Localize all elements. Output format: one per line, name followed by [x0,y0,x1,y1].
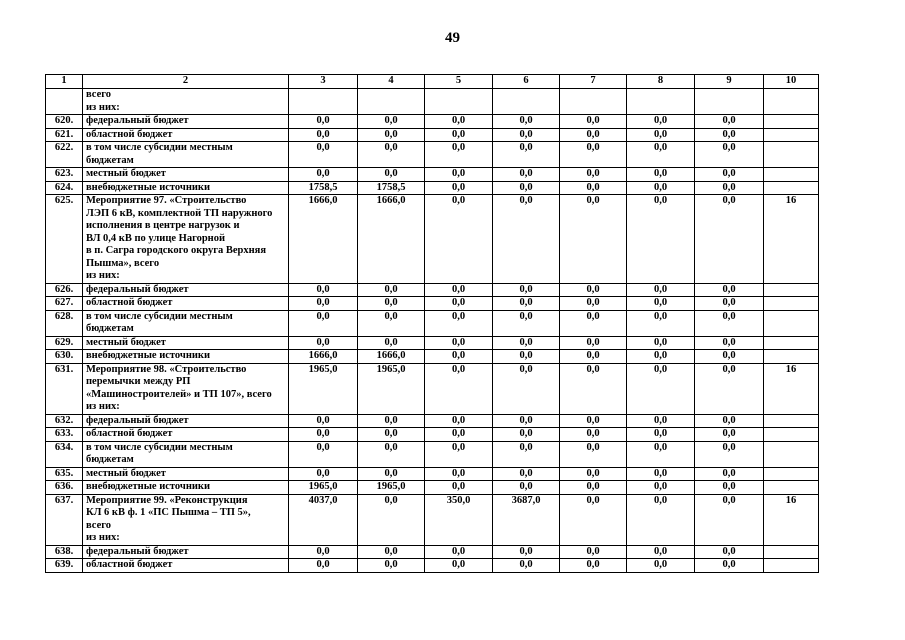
value-cell-col-6: 0,0 [493,350,560,364]
value-cell-col-9: 0,0 [695,494,764,545]
row-description: Мероприятие 98. «Строительство перемычки между РП «Машиностроителей» и ТП 107», всего из них: [83,363,289,414]
value-cell-col-8: 0,0 [627,128,695,142]
value-cell-col-5: 0,0 [425,428,493,442]
value-cell-col-9: 0,0 [695,181,764,195]
value-cell-col-9: 0,0 [695,545,764,559]
row-description: федеральный бюджет [83,414,289,428]
value-cell-col-8: 0,0 [627,168,695,182]
value-cell-col-3: 0,0 [289,115,358,129]
value-cell-col-7: 0,0 [560,494,627,545]
value-cell-col-8: 0,0 [627,414,695,428]
value-cell-col-8: 0,0 [627,350,695,364]
row-number: 629. [46,336,83,350]
table-row [46,181,819,195]
column-header-8: 8 [627,75,695,89]
row-number: 622. [46,142,83,168]
row-description: местный бюджет [83,467,289,481]
value-cell-col-8: 0,0 [627,181,695,195]
row-description: областной бюджет [83,559,289,573]
value-cell-col-4 [358,89,425,115]
value-cell-col-4: 0,0 [358,545,425,559]
column-header-3: 3 [289,75,358,89]
value-cell-col-6: 0,0 [493,414,560,428]
table-row [46,310,819,336]
table-row [46,195,819,284]
row-description: областной бюджет [83,128,289,142]
value-cell-col-10: 16 [764,363,819,414]
row-number: 621. [46,128,83,142]
row-description: в том числе субсидии местным бюджетам [83,441,289,467]
value-cell-col-4: 1666,0 [358,195,425,284]
table-row [46,428,819,442]
value-cell-col-5: 0,0 [425,283,493,297]
value-cell-col-7: 0,0 [560,142,627,168]
value-cell-col-7: 0,0 [560,545,627,559]
value-cell-col-4: 0,0 [358,283,425,297]
value-cell-col-5: 0,0 [425,128,493,142]
table-row [46,297,819,311]
row-number: 632. [46,414,83,428]
value-cell-col-10 [764,467,819,481]
value-cell-col-6: 0,0 [493,142,560,168]
value-cell-col-7: 0,0 [560,481,627,495]
value-cell-col-6: 0,0 [493,441,560,467]
value-cell-col-5: 0,0 [425,168,493,182]
value-cell-col-7: 0,0 [560,195,627,284]
value-cell-col-3: 0,0 [289,467,358,481]
value-cell-col-10 [764,350,819,364]
value-cell-col-6: 0,0 [493,115,560,129]
value-cell-col-3: 0,0 [289,283,358,297]
row-number: 620. [46,115,83,129]
value-cell-col-5: 0,0 [425,115,493,129]
value-cell-col-3: 0,0 [289,297,358,311]
value-cell-col-10: 16 [764,494,819,545]
row-number: 633. [46,428,83,442]
value-cell-col-6: 0,0 [493,283,560,297]
value-cell-col-9: 0,0 [695,168,764,182]
value-cell-col-10: 16 [764,195,819,284]
value-cell-col-6: 0,0 [493,545,560,559]
value-cell-col-5: 0,0 [425,467,493,481]
row-number: 639. [46,559,83,573]
value-cell-col-5: 0,0 [425,297,493,311]
value-cell-col-3: 1666,0 [289,350,358,364]
value-cell-col-8: 0,0 [627,363,695,414]
value-cell-col-5: 350,0 [425,494,493,545]
value-cell-col-7: 0,0 [560,115,627,129]
value-cell-col-4: 0,0 [358,310,425,336]
value-cell-col-4: 1666,0 [358,350,425,364]
value-cell-col-5: 0,0 [425,310,493,336]
value-cell-col-10 [764,481,819,495]
row-number: 624. [46,181,83,195]
value-cell-col-3: 0,0 [289,414,358,428]
table-row [46,481,819,495]
page-number: 49 [445,30,460,46]
value-cell-col-4: 0,0 [358,428,425,442]
value-cell-col-3: 0,0 [289,142,358,168]
row-description: внебюджетные источники [83,481,289,495]
column-header-10: 10 [764,75,819,89]
row-number: 630. [46,350,83,364]
value-cell-col-4: 0,0 [358,336,425,350]
value-cell-col-5: 0,0 [425,195,493,284]
value-cell-col-3: 0,0 [289,168,358,182]
value-cell-col-5: 0,0 [425,363,493,414]
value-cell-col-8: 0,0 [627,559,695,573]
value-cell-col-10 [764,168,819,182]
value-cell-col-9: 0,0 [695,142,764,168]
value-cell-col-4: 0,0 [358,297,425,311]
table-row [46,142,819,168]
value-cell-col-6: 0,0 [493,467,560,481]
value-cell-col-3: 0,0 [289,336,358,350]
table-row [46,441,819,467]
table-body [46,89,819,573]
value-cell-col-6: 0,0 [493,297,560,311]
row-description: местный бюджет [83,168,289,182]
value-cell-col-8: 0,0 [627,467,695,481]
value-cell-col-5: 0,0 [425,545,493,559]
value-cell-col-7: 0,0 [560,128,627,142]
value-cell-col-5: 0,0 [425,350,493,364]
value-cell-col-10 [764,89,819,115]
value-cell-col-8: 0,0 [627,195,695,284]
row-description: Мероприятие 99. «Реконструкция КЛ 6 кВ ф. 1 «ПС Пышма – ТП 5», всего из них: [83,494,289,545]
value-cell-col-8: 0,0 [627,494,695,545]
value-cell-col-6: 0,0 [493,128,560,142]
value-cell-col-6: 0,0 [493,363,560,414]
value-cell-col-10 [764,283,819,297]
row-number [46,89,83,115]
table-row [46,283,819,297]
table-row [46,545,819,559]
value-cell-col-8: 0,0 [627,283,695,297]
value-cell-col-3: 0,0 [289,559,358,573]
value-cell-col-9: 0,0 [695,414,764,428]
value-cell-col-7: 0,0 [560,297,627,311]
budget-table [45,74,819,573]
value-cell-col-3: 0,0 [289,428,358,442]
value-cell-col-9: 0,0 [695,559,764,573]
value-cell-col-6 [493,89,560,115]
row-number: 627. [46,297,83,311]
value-cell-col-7: 0,0 [560,428,627,442]
value-cell-col-9: 0,0 [695,428,764,442]
table-row [46,414,819,428]
value-cell-col-4: 0,0 [358,115,425,129]
value-cell-col-7: 0,0 [560,181,627,195]
value-cell-col-4: 0,0 [358,559,425,573]
value-cell-col-4: 0,0 [358,142,425,168]
value-cell-col-8 [627,89,695,115]
table-row [46,115,819,129]
value-cell-col-10 [764,310,819,336]
value-cell-col-7: 0,0 [560,363,627,414]
row-description: федеральный бюджет [83,283,289,297]
column-header-6: 6 [493,75,560,89]
column-header-4: 4 [358,75,425,89]
row-description: федеральный бюджет [83,545,289,559]
value-cell-col-4: 0,0 [358,414,425,428]
value-cell-col-5: 0,0 [425,441,493,467]
value-cell-col-6: 0,0 [493,428,560,442]
value-cell-col-10 [764,297,819,311]
row-number: 638. [46,545,83,559]
column-header-9: 9 [695,75,764,89]
value-cell-col-7: 0,0 [560,467,627,481]
table-row [46,89,819,115]
row-description: внебюджетные источники [83,350,289,364]
header-row [46,75,819,89]
value-cell-col-8: 0,0 [627,545,695,559]
value-cell-col-3: 1965,0 [289,363,358,414]
value-cell-col-7: 0,0 [560,441,627,467]
value-cell-col-10 [764,142,819,168]
value-cell-col-9: 0,0 [695,283,764,297]
row-description: областной бюджет [83,428,289,442]
row-number: 628. [46,310,83,336]
value-cell-col-8: 0,0 [627,297,695,311]
value-cell-col-7: 0,0 [560,168,627,182]
value-cell-col-9: 0,0 [695,481,764,495]
table-row [46,363,819,414]
value-cell-col-10 [764,559,819,573]
value-cell-col-9: 0,0 [695,297,764,311]
row-description: внебюджетные источники [83,181,289,195]
value-cell-col-7: 0,0 [560,336,627,350]
value-cell-col-9: 0,0 [695,128,764,142]
value-cell-col-5 [425,89,493,115]
value-cell-col-9: 0,0 [695,363,764,414]
value-cell-col-5: 0,0 [425,142,493,168]
value-cell-col-6: 0,0 [493,181,560,195]
row-number: 626. [46,283,83,297]
value-cell-col-4: 1965,0 [358,481,425,495]
value-cell-col-9: 0,0 [695,115,764,129]
value-cell-col-3: 1758,5 [289,181,358,195]
column-header-1: 1 [46,75,83,89]
row-description: в том числе субсидии местным бюджетам [83,310,289,336]
value-cell-col-8: 0,0 [627,428,695,442]
row-number: 631. [46,363,83,414]
value-cell-col-10 [764,414,819,428]
value-cell-col-3: 4037,0 [289,494,358,545]
value-cell-col-10 [764,128,819,142]
table-row [46,494,819,545]
value-cell-col-6: 0,0 [493,336,560,350]
value-cell-col-9: 0,0 [695,441,764,467]
value-cell-col-10 [764,441,819,467]
table-row [46,128,819,142]
value-cell-col-4: 1758,5 [358,181,425,195]
table-row [46,559,819,573]
row-number: 623. [46,168,83,182]
value-cell-col-9: 0,0 [695,310,764,336]
value-cell-col-10 [764,115,819,129]
table-row [46,336,819,350]
value-cell-col-7: 0,0 [560,559,627,573]
row-number: 637. [46,494,83,545]
value-cell-col-4: 0,0 [358,467,425,481]
value-cell-col-3: 0,0 [289,128,358,142]
row-description: Мероприятие 97. «Строительство ЛЭП 6 кВ, комплектной ТП наружного исполнения в центре нагрузок и ВЛ 0,4 кВ по улице Нагорной в п. Сагра городского округа Верхняя Пышма», всего из них: [83,195,289,284]
table-row [46,168,819,182]
column-header-2: 2 [83,75,289,89]
table-row [46,467,819,481]
value-cell-col-5: 0,0 [425,414,493,428]
value-cell-col-9: 0,0 [695,467,764,481]
value-cell-col-7: 0,0 [560,414,627,428]
value-cell-col-3 [289,89,358,115]
value-cell-col-10 [764,181,819,195]
value-cell-col-10 [764,545,819,559]
value-cell-col-4: 0,0 [358,168,425,182]
value-cell-col-5: 0,0 [425,336,493,350]
value-cell-col-6: 0,0 [493,559,560,573]
value-cell-col-5: 0,0 [425,559,493,573]
value-cell-col-5: 0,0 [425,181,493,195]
value-cell-col-3: 0,0 [289,545,358,559]
value-cell-col-4: 0,0 [358,441,425,467]
row-number: 625. [46,195,83,284]
value-cell-col-9: 0,0 [695,336,764,350]
value-cell-col-6: 3687,0 [493,494,560,545]
row-description: федеральный бюджет [83,115,289,129]
value-cell-col-6: 0,0 [493,168,560,182]
column-header-7: 7 [560,75,627,89]
value-cell-col-8: 0,0 [627,310,695,336]
value-cell-col-10 [764,428,819,442]
row-number: 634. [46,441,83,467]
value-cell-col-6: 0,0 [493,310,560,336]
value-cell-col-9: 0,0 [695,195,764,284]
value-cell-col-5: 0,0 [425,481,493,495]
value-cell-col-6: 0,0 [493,195,560,284]
value-cell-col-9: 0,0 [695,350,764,364]
row-number: 636. [46,481,83,495]
value-cell-col-7 [560,89,627,115]
value-cell-col-4: 1965,0 [358,363,425,414]
value-cell-col-3: 1965,0 [289,481,358,495]
row-description: всего из них: [83,89,289,115]
value-cell-col-4: 0,0 [358,128,425,142]
value-cell-col-7: 0,0 [560,310,627,336]
value-cell-col-7: 0,0 [560,350,627,364]
value-cell-col-3: 0,0 [289,441,358,467]
value-cell-col-8: 0,0 [627,481,695,495]
table-row [46,350,819,364]
row-description: местный бюджет [83,336,289,350]
value-cell-col-8: 0,0 [627,142,695,168]
value-cell-col-4: 0,0 [358,494,425,545]
row-number: 635. [46,467,83,481]
value-cell-col-9 [695,89,764,115]
value-cell-col-6: 0,0 [493,481,560,495]
row-description: в том числе субсидии местным бюджетам [83,142,289,168]
value-cell-col-8: 0,0 [627,441,695,467]
column-header-5: 5 [425,75,493,89]
value-cell-col-3: 0,0 [289,310,358,336]
row-description: областной бюджет [83,297,289,311]
value-cell-col-7: 0,0 [560,283,627,297]
value-cell-col-8: 0,0 [627,115,695,129]
value-cell-col-10 [764,336,819,350]
value-cell-col-8: 0,0 [627,336,695,350]
value-cell-col-3: 1666,0 [289,195,358,284]
